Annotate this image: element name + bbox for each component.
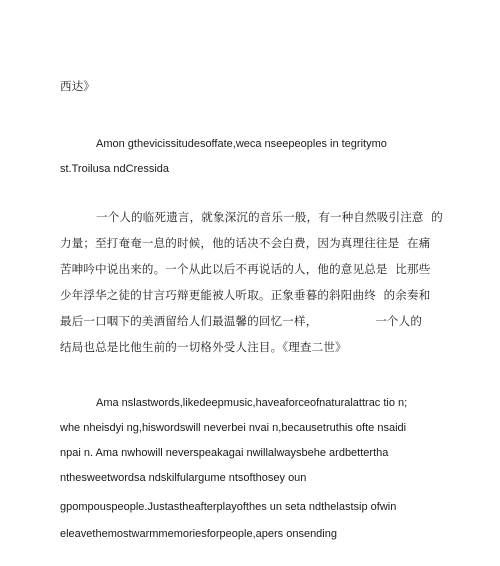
text-line: st.Troilusa ndCressida bbox=[60, 163, 170, 175]
text-line: 力量；至打奄奄一息的时候，他的话决不会白费，因为真理往往是 在痛 bbox=[60, 236, 431, 250]
text-line: 西达》 bbox=[60, 79, 96, 93]
text-line: npai n. Ama nwhowill neverspeakagai nwillalwaysbehe ardbettertha bbox=[60, 447, 389, 459]
text-line: 结局也总是比他生前的一切格外受人注目。《理查二世》 bbox=[60, 340, 347, 354]
text-line: 一个人的临死遗言，就象深沉的音乐一般，有一种自然吸引注意 的 bbox=[96, 210, 444, 224]
text-line: 少年浮华之徒的甘言巧辩更能被人听取。正象垂暮的斜阳曲终 的余奏和 bbox=[60, 288, 431, 302]
text-line: 苦呻吟中说出来的。一个从此以后不再说话的人，他的意见总是 比那些 bbox=[60, 262, 431, 276]
text-line: gpompouspeople.Justastheafterplayofthes un seta ndthelastsip ofwin bbox=[60, 501, 397, 513]
text-line: 最后一口咽下的美酒留给人们最温馨的回忆一样， 一个人的 bbox=[60, 314, 423, 328]
text-line: Amon gthevicissitudesoffate,weca nseepeoples in tegritymo bbox=[96, 138, 387, 150]
text-line: eleavethemostwarmmemoriesforpeople,apers onsending bbox=[60, 528, 337, 540]
text-line: whe nheisdyi ng,hiswordswill neverbei nvai n,becausetruthis ofte nsaidi bbox=[60, 422, 407, 434]
text-line: nthesweetwordsa ndskilfulargume ntsofthosey oun bbox=[60, 472, 307, 484]
text-line: Ama nslastwords,likedeepmusic,haveaforceofnaturalattrac tio n; bbox=[96, 397, 408, 409]
